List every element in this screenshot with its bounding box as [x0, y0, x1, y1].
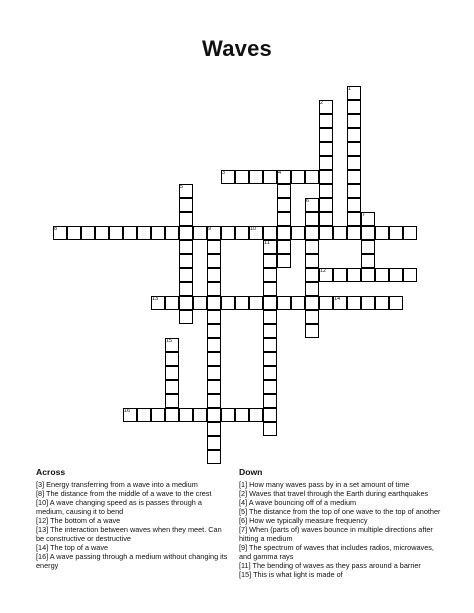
grid-cell[interactable]: [109, 226, 123, 240]
grid-cell[interactable]: [305, 212, 319, 226]
grid-cell[interactable]: [305, 296, 319, 310]
grid-cell[interactable]: [347, 226, 361, 240]
grid-cell[interactable]: [263, 352, 277, 366]
down-clues: [239, 468, 443, 579]
grid-cell[interactable]: [347, 142, 361, 156]
grid-cell[interactable]: [319, 114, 333, 128]
grid-cell[interactable]: [375, 226, 389, 240]
down-clue: [4] A wave bouncing off of a medium: [239, 498, 357, 507]
grid-cell[interactable]: [137, 408, 151, 422]
across-clue: [12] The bottom of a wave: [36, 516, 121, 525]
across-clue: [16] A wave passing through a medium without changing its energy: [36, 552, 228, 570]
grid-cell[interactable]: [319, 212, 333, 226]
grid-cell[interactable]: [207, 282, 221, 296]
grid-cell[interactable]: [263, 268, 277, 282]
clue-number: 14: [334, 296, 341, 302]
grid-cell[interactable]: [179, 408, 193, 422]
grid-cell[interactable]: [179, 198, 193, 212]
grid-cell[interactable]: [291, 296, 305, 310]
grid-cell[interactable]: [347, 268, 361, 282]
across-clue: [3] Energy transferring from a wave into a medium: [36, 480, 198, 489]
grid-cell[interactable]: [235, 170, 249, 184]
grid-cell[interactable]: [165, 380, 179, 394]
grid-cell[interactable]: [207, 254, 221, 268]
clue-number: 16: [124, 408, 131, 414]
grid-cell[interactable]: [263, 310, 277, 324]
grid-cell[interactable]: [305, 240, 319, 254]
grid-cell[interactable]: [151, 226, 165, 240]
clue-number: 10: [250, 226, 257, 232]
grid-cell[interactable]: [305, 324, 319, 338]
clue-number: 15: [166, 338, 173, 344]
grid-cell[interactable]: [179, 296, 193, 310]
grid-cell[interactable]: [263, 296, 277, 310]
grid-cell[interactable]: [305, 170, 319, 184]
grid-cell[interactable]: [263, 408, 277, 422]
grid-cell[interactable]: [207, 338, 221, 352]
down-clue: [2] Waves that travel through the Earth during earthquakes: [239, 489, 429, 498]
grid-cell[interactable]: [165, 296, 179, 310]
down-clue: [6] How we typically measure frequency: [239, 516, 368, 525]
grid-cell[interactable]: [179, 240, 193, 254]
grid-cell[interactable]: [305, 268, 319, 282]
down-clue: [5] The distance from the top of one wave to the top of another: [239, 507, 441, 516]
grid-cell[interactable]: [221, 408, 235, 422]
grid-cell[interactable]: [263, 170, 277, 184]
puzzle-title: Waves: [202, 36, 272, 61]
grid-cell[interactable]: [263, 254, 277, 268]
grid-cell[interactable]: [207, 408, 221, 422]
clue-number: 11: [264, 240, 270, 246]
grid-cell[interactable]: [347, 100, 361, 114]
grid-cell[interactable]: [207, 240, 221, 254]
grid-cell[interactable]: [193, 226, 207, 240]
down-clue: [9] The spectrum of waves that includes radios, microwaves, and gamma rays: [239, 543, 434, 561]
grid-cell[interactable]: [305, 226, 319, 240]
grid-cell[interactable]: [319, 142, 333, 156]
clue-number: 5: [180, 184, 184, 190]
grid-cell[interactable]: [249, 170, 263, 184]
grid-cell[interactable]: [347, 170, 361, 184]
grid-cell[interactable]: [403, 226, 417, 240]
grid-cell[interactable]: [207, 296, 221, 310]
grid-cell[interactable]: [277, 226, 291, 240]
clue-number: 7: [362, 212, 366, 218]
grid-cell[interactable]: [277, 240, 291, 254]
grid-cell[interactable]: [95, 226, 109, 240]
grid-cell[interactable]: [137, 226, 151, 240]
grid-cell[interactable]: [221, 296, 235, 310]
grid-cell[interactable]: [305, 282, 319, 296]
clue-number: 12: [320, 268, 327, 274]
grid-cell[interactable]: [347, 184, 361, 198]
grid-cell[interactable]: [249, 408, 263, 422]
grid-cell[interactable]: [207, 436, 221, 450]
across-clue: [13] The interaction between waves when they meet. Can be constructive or destructive: [36, 525, 222, 543]
grid-cell[interactable]: [151, 408, 165, 422]
grid-cell[interactable]: [361, 254, 375, 268]
grid-cell[interactable]: [179, 226, 193, 240]
grid-cell[interactable]: [179, 254, 193, 268]
grid-cell[interactable]: [263, 338, 277, 352]
grid-cell[interactable]: [235, 408, 249, 422]
grid-cell[interactable]: [179, 212, 193, 226]
grid-cell[interactable]: [263, 422, 277, 436]
grid-cell[interactable]: [207, 422, 221, 436]
grid-cell[interactable]: [347, 114, 361, 128]
grid-cell[interactable]: [277, 254, 291, 268]
grid-cell[interactable]: [193, 408, 207, 422]
grid-cell[interactable]: [319, 170, 333, 184]
grid-cell[interactable]: [361, 296, 375, 310]
grid-cell[interactable]: [319, 128, 333, 142]
grid-cell[interactable]: [179, 282, 193, 296]
clue-number: 8: [54, 226, 58, 232]
across-clue: [10] A wave changing speed as is passes through a medium, causing it to bend: [36, 498, 202, 516]
clue-number: 6: [306, 198, 310, 204]
grid-cell[interactable]: [361, 268, 375, 282]
grid-cell[interactable]: [319, 198, 333, 212]
grid-cell[interactable]: [375, 268, 389, 282]
grid-cell[interactable]: [67, 226, 81, 240]
across-clue: [14] The top of a wave: [36, 543, 109, 552]
down-heading: Down: [239, 467, 263, 477]
grid-cell[interactable]: [207, 450, 221, 464]
grid-cell[interactable]: [193, 296, 207, 310]
grid-cell[interactable]: [123, 226, 137, 240]
grid-cell[interactable]: [207, 324, 221, 338]
grid-cell[interactable]: [389, 296, 403, 310]
across-heading: Across: [36, 467, 66, 477]
grid-cell[interactable]: [319, 184, 333, 198]
grid-cell[interactable]: [347, 198, 361, 212]
grid-cell[interactable]: [319, 156, 333, 170]
grid-cell[interactable]: [179, 268, 193, 282]
clue-number: 3: [222, 170, 226, 176]
grid-cell[interactable]: [361, 226, 375, 240]
grid-cell[interactable]: [207, 268, 221, 282]
grid-cell[interactable]: [319, 296, 333, 310]
grid-cell[interactable]: [403, 268, 417, 282]
clue-number: 13: [152, 296, 159, 302]
grid-cell[interactable]: [263, 282, 277, 296]
grid-cell[interactable]: [207, 394, 221, 408]
down-clue: [1] How many waves pass by in a set amount of time: [239, 480, 410, 489]
grid-cell[interactable]: [277, 184, 291, 198]
grid-cell[interactable]: [333, 268, 347, 282]
grid-cell[interactable]: [207, 352, 221, 366]
grid-cell[interactable]: [263, 394, 277, 408]
grid-cell[interactable]: [361, 240, 375, 254]
grid-cell[interactable]: [277, 296, 291, 310]
grid-cell[interactable]: [347, 212, 361, 226]
grid-cell[interactable]: [305, 310, 319, 324]
grid-cell[interactable]: [263, 380, 277, 394]
clue-number: 4: [278, 170, 282, 176]
grid-cell[interactable]: [347, 128, 361, 142]
grid-cell[interactable]: [179, 310, 193, 324]
grid-cell[interactable]: [277, 198, 291, 212]
down-clue: [15] This is what light is made of: [239, 570, 343, 579]
grid-cell[interactable]: [375, 296, 389, 310]
across-clue: [8] The distance from the middle of a wave to the crest: [36, 489, 212, 498]
grid-cell[interactable]: [165, 366, 179, 380]
grid-cell[interactable]: [333, 226, 347, 240]
grid-cell[interactable]: [235, 296, 249, 310]
grid-cell[interactable]: [389, 226, 403, 240]
grid-cell[interactable]: [291, 226, 305, 240]
down-clue: [11] The bending of waves as they pass around a barrier: [239, 561, 421, 570]
grid-cell[interactable]: [207, 310, 221, 324]
grid-cell[interactable]: [263, 366, 277, 380]
grid-cell[interactable]: [263, 324, 277, 338]
grid-cell[interactable]: [347, 296, 361, 310]
grid-cell[interactable]: [221, 226, 235, 240]
grid-cell[interactable]: [81, 226, 95, 240]
grid-cell[interactable]: [207, 366, 221, 380]
grid-cell[interactable]: [165, 394, 179, 408]
clue-number: 1: [348, 86, 352, 92]
grid-cell[interactable]: [165, 408, 179, 422]
clue-number: 9: [208, 226, 212, 232]
clue-number: 2: [320, 100, 324, 106]
grid-cell[interactable]: [305, 254, 319, 268]
grid-cell[interactable]: [263, 226, 277, 240]
down-clue: [7] When (parts of) waves bounce in multiple directions after hitting a medium: [239, 525, 433, 543]
grid-cell[interactable]: [277, 212, 291, 226]
grid-cell[interactable]: [319, 226, 333, 240]
grid-cell[interactable]: [291, 170, 305, 184]
across-clues: [36, 468, 231, 570]
grid-cell[interactable]: [389, 268, 403, 282]
grid-cell[interactable]: [165, 226, 179, 240]
grid-cell[interactable]: [235, 226, 249, 240]
grid-cell[interactable]: [347, 156, 361, 170]
grid-cell[interactable]: [165, 352, 179, 366]
grid-cell[interactable]: [249, 296, 263, 310]
grid-cell[interactable]: [207, 380, 221, 394]
